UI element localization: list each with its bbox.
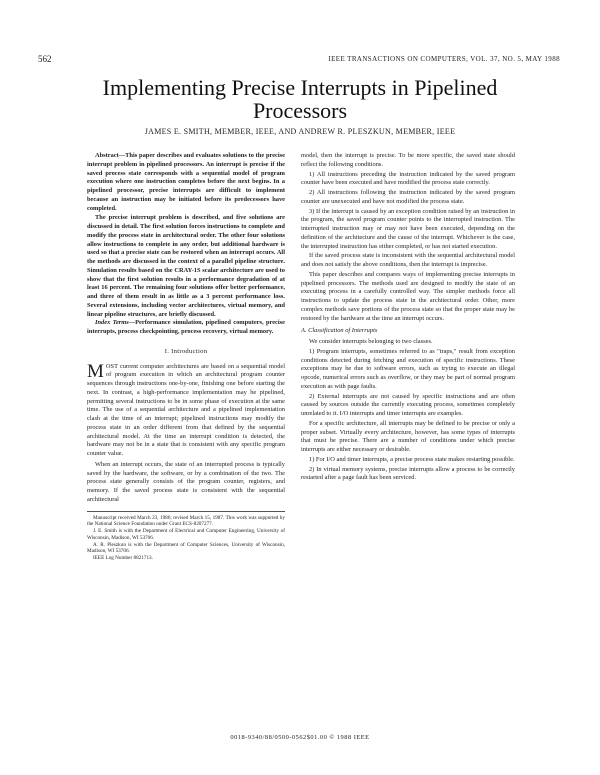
necessity-2: 2) In virtual memory systems, precise interrupts allow a process to be correctly restarted after a page fault has been serviced. [301, 465, 515, 482]
paper-scope-paragraph: This paper describes and compares ways of implementing precise interrupts in pipelined processors. The methods used are designed to modify the state of an executing process in a carefully controlled way. The simpler methods force all instructions to update the process state in the architectural order. Other, more complex methods save portions of the process state so that the proper state may be restored by the hardware at the time an interrupt occurs. [301, 270, 515, 322]
condition-2: 2) All instructions following the instruction indicated by the saved program counter are unexecuted and have not modified the process state. [301, 189, 515, 205]
footnote-log-number: IEEE Log Number 8821713. [93, 555, 153, 562]
section-heading-introduction: I. Introduction [164, 347, 208, 355]
abstract-paragraph-1: Abstract—This paper describes and evaluates solutions to the precise interrupt problem in pipelined processors. An interrupt is precise if the saved process state corresponds with a sequential model of program execution where one instruction completes before the next begins. In a pipelined processor, precise interrupts are difficult to implement because an instruction may be initiated before its predecessors have completed. [87, 152, 285, 212]
paper-title: Implementing Precise Interrupts in Pipelined Processors [102, 75, 498, 123]
classes-paragraph: We consider interrupts belonging to two classes. [309, 338, 433, 345]
intro-paragraph-2: When an interrupt occurs, the state of an interrupted process is typically saved by the hardware, the software, or by a combination of the two. The process state generally consists of the program counter, registers, and memory. If the saved process state is consistent with the sequential architectural [87, 460, 285, 503]
index-terms-text: —Performance simulation, pipelined computers, precise interrupts, process checkpointing, process recovery, virtual memory. [87, 319, 285, 335]
copyright-line: 0018-9340/88/0500-0562$01.00 © 1988 IEEE [230, 734, 370, 741]
condition-3: 3) If the interrupt is caused by an exception condition raised by an instruction in the program, the saved program counter points to the interrupted instruction. The interrupted instruction may or may not have been executed, depending on the definition of the architecture and the cause of the interrupt. Whichever is the case, the interrupted instruction has either completed, or has not started execution. [301, 207, 515, 250]
footnote-pleszkun: A. R. Pleszkun is with the Department of Computer Sciences, University of Wisconsin, Madison, WI 53706. [87, 541, 285, 555]
intro-paragraph-1-text: OST current computer architectures are based on a sequential model of program execution in which an architectural program counter sequences through instructions one-by-one, finishing one before starting the next. In contrast, a high-performance implementation may be pipelined, permitting several instructions to be in some phase of execution at the same time. The use of a sequential architecture and a pipelined implementation clash at the time of an interrupt; pipelined instructions may modify the process state in an order different from that defined by the sequential architectural model. At the time an interrupt condition is detected, the hardware may not be in a state that is consistent with any specific program counter value. [87, 362, 285, 457]
page-header [38, 54, 560, 66]
left-column [87, 152, 285, 562]
index-terms-label: Index Terms [95, 319, 129, 327]
class-external-interrupts: 2) External interrupts are not caused by specific instructions and are often caused by sources outside the currently executing process, sometimes completely unrelated to it. I/O interrupts and timer interrupts are examples. [301, 392, 515, 417]
class-program-interrupts: 1) Program interrupts, sometimes referred to as "traps," result from exception conditions detected during fetching and execution of specific instructions. These exceptions may be due to software errors, such as trying to execute an illegal opcode, numerical errors such as overflow, or they may be part of normal program execution as with page faults. [301, 347, 515, 390]
right-paragraph-1: model, then the interrupt is precise. To be more specific, the saved state should reflect the following conditions. [301, 152, 515, 168]
author-line: JAMES E. SMITH, MEMBER, IEEE, AND ANDREW R. PLESZKUN, MEMBER, IEEE [144, 127, 456, 136]
subsection-heading-classification: A. Classification of Interrupts [301, 327, 378, 335]
drop-cap: M [87, 360, 104, 382]
page-number: 562 [38, 54, 52, 64]
imprecise-paragraph: If the saved process state is inconsistent with the sequential architectural model and does not satisfy the above conditions, then the interrupt is imprecise. [301, 252, 515, 268]
intro-paragraph-1 [87, 360, 285, 459]
right-column [301, 152, 515, 484]
abstract-paragraph-2: The precise interrupt problem is described, and five solutions are discussed in detail. The first solution forces instructions to complete and modify the process state in architectural order. The other four solutions allow instructions to complete in any order, but additional hardware is used so that a precise state can be restored when an interrupt occurs. All the methods are discussed in the context of a parallel pipeline structure. Simulation results based on the CRAY-1S scalar architecture are used to show that the first solution results in a performance degradation of at least 16 percent. The remaining four solutions offer better performance, and three of them result in as little as a 3 percent performance loss. Several extensions, including vector architectures, virtual memory, and linear pipeline structures, are briefly discussed. [87, 214, 285, 318]
condition-1: 1) All instructions preceding the instruction indicated by the saved program counter have been executed and have modified the process state correctly. [301, 170, 515, 187]
necessity-1: 1) For I/O and timer interrupts, a precise process state makes restarting possible. [309, 455, 515, 463]
running-head: IEEE TRANSACTIONS ON COMPUTERS, VOL. 37, NO. 5, MAY 1988 [328, 55, 560, 63]
footnote-smith: J. E. Smith is with the Department of Electrical and Computer Engineering, University of Wisconsin, Madison, WI 53706. [87, 528, 285, 541]
specific-architecture-paragraph: For a specific architecture, all interrupts may be defined to be precise or only a proper subset. Virtually every architecture, however, has some types of interrupts that must be precise. There are a number of conditions under which precise interrupts are either necessary or desirable. [301, 419, 515, 453]
index-terms [87, 319, 285, 337]
footnote-manuscript: Manuscript received March 23, 1986; revised March 15, 1987. This work was supported by the National Science Foundation under Grant ECS-8207277. [87, 514, 285, 528]
footnotes [87, 511, 285, 563]
